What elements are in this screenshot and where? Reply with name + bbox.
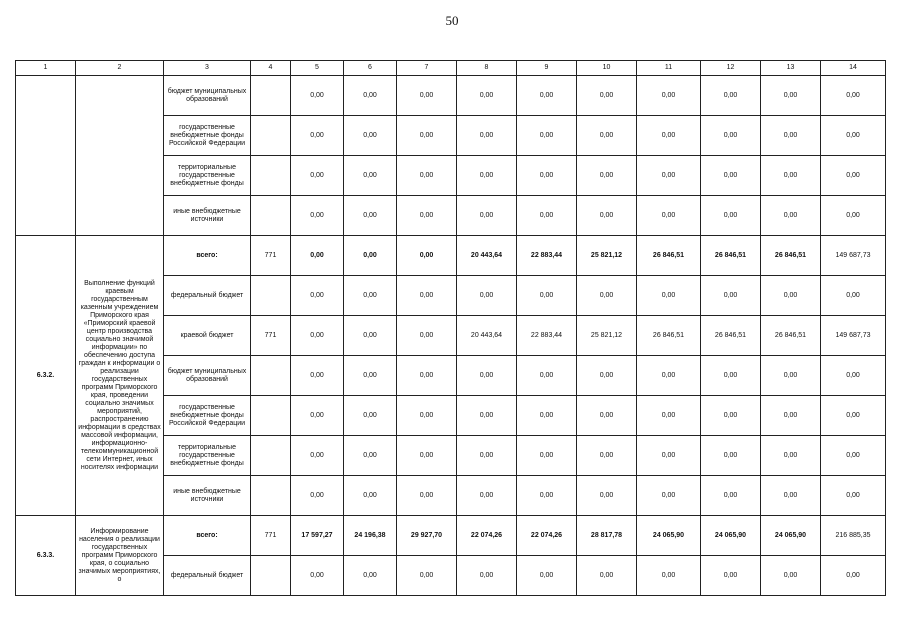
funding-source: государственные внебюджетные фонды Российской Федерации xyxy=(164,116,251,156)
amount-cell: 0,00 xyxy=(291,196,344,236)
table-row xyxy=(16,516,886,556)
amount-cell: 0,00 xyxy=(821,476,886,516)
grbs-code xyxy=(251,356,291,396)
grbs-code xyxy=(251,476,291,516)
amount-cell: 0,00 xyxy=(344,396,397,436)
amount-cell: 0,00 xyxy=(761,436,821,476)
amount-cell: 0,00 xyxy=(701,196,761,236)
amount-cell: 0,00 xyxy=(577,436,637,476)
amount-cell: 0,00 xyxy=(761,76,821,116)
grbs-code: 771 xyxy=(251,516,291,556)
amount-cell: 26 846,51 xyxy=(761,236,821,276)
funding-source: федеральный бюджет xyxy=(164,556,251,596)
amount-cell: 0,00 xyxy=(701,276,761,316)
amount-cell: 0,00 xyxy=(761,356,821,396)
amount-cell: 0,00 xyxy=(637,76,701,116)
amount-cell: 0,00 xyxy=(821,396,886,436)
amount-cell: 0,00 xyxy=(701,356,761,396)
amount-cell: 0,00 xyxy=(701,476,761,516)
amount-cell: 0,00 xyxy=(291,316,344,356)
item-description: Выполнение функций краевым государственным казенным учреждением Приморского края «Приморский краевой центр производства социально значимой информации» по обеспечению доступа граждан к информации о реализации государственных программ Приморского края, проведении социально значимых мероприятий, распространению информации в средствах массовой информации, информационно-телекоммуникационной сети Интернет, иных носителях информации xyxy=(76,236,164,516)
funding-source: бюджет муниципальных образований xyxy=(164,356,251,396)
amount-cell: 0,00 xyxy=(517,76,577,116)
column-number-13: 13 xyxy=(761,61,821,76)
amount-cell: 17 597,27 xyxy=(291,516,344,556)
item-code: 6.3.3. xyxy=(16,516,76,596)
grbs-code xyxy=(251,556,291,596)
amount-cell: 0,00 xyxy=(457,116,517,156)
column-number-10: 10 xyxy=(577,61,637,76)
amount-cell: 0,00 xyxy=(517,556,577,596)
column-number-14: 14 xyxy=(821,61,886,76)
amount-cell: 0,00 xyxy=(821,556,886,596)
amount-cell: 0,00 xyxy=(761,556,821,596)
amount-cell: 25 821,12 xyxy=(577,236,637,276)
amount-cell: 0,00 xyxy=(457,436,517,476)
amount-cell: 0,00 xyxy=(577,396,637,436)
amount-cell: 22 074,26 xyxy=(457,516,517,556)
amount-cell: 22 883,44 xyxy=(517,236,577,276)
amount-cell: 0,00 xyxy=(761,476,821,516)
amount-cell: 0,00 xyxy=(397,116,457,156)
amount-cell: 0,00 xyxy=(291,356,344,396)
amount-cell: 0,00 xyxy=(291,236,344,276)
amount-cell: 26 846,51 xyxy=(761,316,821,356)
amount-cell: 0,00 xyxy=(577,476,637,516)
amount-cell: 0,00 xyxy=(457,156,517,196)
amount-cell: 0,00 xyxy=(291,156,344,196)
amount-cell: 29 927,70 xyxy=(397,516,457,556)
amount-cell: 0,00 xyxy=(291,476,344,516)
funding-source: иные внебюджетные источники xyxy=(164,196,251,236)
funding-source: краевой бюджет xyxy=(164,316,251,356)
amount-cell: 0,00 xyxy=(457,396,517,436)
amount-cell: 0,00 xyxy=(291,396,344,436)
amount-cell: 0,00 xyxy=(344,436,397,476)
funding-source: территориальные государственные внебюджетные фонды xyxy=(164,156,251,196)
amount-cell: 0,00 xyxy=(397,236,457,276)
amount-cell: 25 821,12 xyxy=(577,316,637,356)
amount-cell: 26 846,51 xyxy=(637,236,701,276)
amount-cell: 0,00 xyxy=(517,196,577,236)
column-number-4: 4 xyxy=(251,61,291,76)
amount-cell: 22 074,26 xyxy=(517,516,577,556)
grbs-code: 771 xyxy=(251,236,291,276)
column-number-5: 5 xyxy=(291,61,344,76)
amount-cell: 0,00 xyxy=(344,476,397,516)
amount-cell: 216 885,35 xyxy=(821,516,886,556)
column-number-1: 1 xyxy=(16,61,76,76)
amount-cell: 149 687,73 xyxy=(821,316,886,356)
amount-cell: 26 846,51 xyxy=(701,236,761,276)
amount-cell: 0,00 xyxy=(701,76,761,116)
amount-cell: 0,00 xyxy=(517,116,577,156)
amount-cell: 0,00 xyxy=(701,396,761,436)
amount-cell: 24 196,38 xyxy=(344,516,397,556)
page-number: 50 xyxy=(445,13,459,28)
amount-cell: 0,00 xyxy=(397,396,457,436)
amount-cell: 0,00 xyxy=(397,476,457,516)
amount-cell: 26 846,51 xyxy=(701,316,761,356)
amount-cell: 0,00 xyxy=(344,356,397,396)
amount-cell: 20 443,64 xyxy=(457,316,517,356)
amount-cell: 0,00 xyxy=(397,316,457,356)
amount-cell: 0,00 xyxy=(577,356,637,396)
amount-cell: 24 065,90 xyxy=(637,516,701,556)
grbs-code: 771 xyxy=(251,316,291,356)
amount-cell: 22 883,44 xyxy=(517,316,577,356)
amount-cell: 0,00 xyxy=(291,276,344,316)
column-number-12: 12 xyxy=(701,61,761,76)
amount-cell: 0,00 xyxy=(344,156,397,196)
amount-cell: 0,00 xyxy=(397,156,457,196)
amount-cell: 20 443,64 xyxy=(457,236,517,276)
funding-source: бюджет муниципальных образований xyxy=(164,76,251,116)
column-number-9: 9 xyxy=(517,61,577,76)
amount-cell: 0,00 xyxy=(291,76,344,116)
amount-cell: 24 065,90 xyxy=(761,516,821,556)
amount-cell: 0,00 xyxy=(577,156,637,196)
amount-cell: 0,00 xyxy=(397,436,457,476)
amount-cell: 0,00 xyxy=(291,556,344,596)
amount-cell: 0,00 xyxy=(344,556,397,596)
funding-source: всего: xyxy=(164,516,251,556)
amount-cell: 0,00 xyxy=(637,196,701,236)
amount-cell: 0,00 xyxy=(577,116,637,156)
grbs-code xyxy=(251,276,291,316)
amount-cell: 0,00 xyxy=(701,556,761,596)
column-number-8: 8 xyxy=(457,61,517,76)
item-code xyxy=(16,76,76,236)
funding-source: всего: xyxy=(164,236,251,276)
grbs-code xyxy=(251,76,291,116)
amount-cell: 0,00 xyxy=(344,116,397,156)
amount-cell: 0,00 xyxy=(577,556,637,596)
amount-cell: 0,00 xyxy=(397,76,457,116)
amount-cell: 0,00 xyxy=(821,76,886,116)
amount-cell: 0,00 xyxy=(517,436,577,476)
grbs-code xyxy=(251,396,291,436)
grbs-code xyxy=(251,156,291,196)
budget-table xyxy=(15,60,886,596)
funding-source: иные внебюджетные источники xyxy=(164,476,251,516)
amount-cell: 0,00 xyxy=(457,356,517,396)
amount-cell: 0,00 xyxy=(577,76,637,116)
amount-cell: 0,00 xyxy=(291,436,344,476)
amount-cell: 0,00 xyxy=(821,156,886,196)
amount-cell: 0,00 xyxy=(637,396,701,436)
column-number-2: 2 xyxy=(76,61,164,76)
amount-cell: 0,00 xyxy=(344,316,397,356)
amount-cell: 0,00 xyxy=(344,76,397,116)
funding-source: территориальные государственные внебюджетные фонды xyxy=(164,436,251,476)
amount-cell: 0,00 xyxy=(637,556,701,596)
amount-cell: 0,00 xyxy=(821,356,886,396)
amount-cell: 0,00 xyxy=(637,116,701,156)
amount-cell: 26 846,51 xyxy=(637,316,701,356)
grbs-code xyxy=(251,196,291,236)
amount-cell: 0,00 xyxy=(701,156,761,196)
amount-cell: 0,00 xyxy=(761,116,821,156)
amount-cell: 0,00 xyxy=(457,476,517,516)
column-number-3: 3 xyxy=(164,61,251,76)
amount-cell: 0,00 xyxy=(701,116,761,156)
amount-cell: 0,00 xyxy=(344,236,397,276)
amount-cell: 0,00 xyxy=(637,476,701,516)
amount-cell: 0,00 xyxy=(761,196,821,236)
column-number-7: 7 xyxy=(397,61,457,76)
item-code: 6.3.2. xyxy=(16,236,76,516)
amount-cell: 0,00 xyxy=(517,356,577,396)
item-description xyxy=(76,76,164,236)
amount-cell: 0,00 xyxy=(457,196,517,236)
column-number-6: 6 xyxy=(344,61,397,76)
amount-cell: 0,00 xyxy=(397,356,457,396)
grbs-code xyxy=(251,116,291,156)
amount-cell: 0,00 xyxy=(821,276,886,316)
amount-cell: 0,00 xyxy=(821,196,886,236)
amount-cell: 0,00 xyxy=(637,356,701,396)
column-number-11: 11 xyxy=(637,61,701,76)
amount-cell: 0,00 xyxy=(291,116,344,156)
table-row xyxy=(16,236,886,276)
amount-cell: 0,00 xyxy=(344,196,397,236)
column-number-row xyxy=(16,61,886,76)
amount-cell: 0,00 xyxy=(821,436,886,476)
amount-cell: 28 817,78 xyxy=(577,516,637,556)
funding-source: государственные внебюджетные фонды Российской Федерации xyxy=(164,396,251,436)
amount-cell: 0,00 xyxy=(397,556,457,596)
amount-cell: 0,00 xyxy=(457,276,517,316)
amount-cell: 0,00 xyxy=(761,156,821,196)
amount-cell: 0,00 xyxy=(397,276,457,316)
amount-cell: 0,00 xyxy=(577,196,637,236)
amount-cell: 149 687,73 xyxy=(821,236,886,276)
table-row xyxy=(16,76,886,116)
amount-cell: 0,00 xyxy=(761,396,821,436)
amount-cell: 0,00 xyxy=(517,156,577,196)
item-description: Информирование населения о реализации государственных программ Приморского края, о социально значимых мероприятиях, о xyxy=(76,516,164,596)
amount-cell: 0,00 xyxy=(397,196,457,236)
amount-cell: 0,00 xyxy=(637,276,701,316)
amount-cell: 0,00 xyxy=(577,276,637,316)
amount-cell: 0,00 xyxy=(517,476,577,516)
amount-cell: 0,00 xyxy=(701,436,761,476)
amount-cell: 0,00 xyxy=(457,76,517,116)
amount-cell: 0,00 xyxy=(637,156,701,196)
amount-cell: 0,00 xyxy=(457,556,517,596)
amount-cell: 0,00 xyxy=(637,436,701,476)
amount-cell: 0,00 xyxy=(761,276,821,316)
amount-cell: 0,00 xyxy=(517,396,577,436)
amount-cell: 0,00 xyxy=(821,116,886,156)
table-body xyxy=(16,61,886,596)
amount-cell: 0,00 xyxy=(344,276,397,316)
amount-cell: 24 065,90 xyxy=(701,516,761,556)
amount-cell: 0,00 xyxy=(517,276,577,316)
grbs-code xyxy=(251,436,291,476)
funding-source: федеральный бюджет xyxy=(164,276,251,316)
